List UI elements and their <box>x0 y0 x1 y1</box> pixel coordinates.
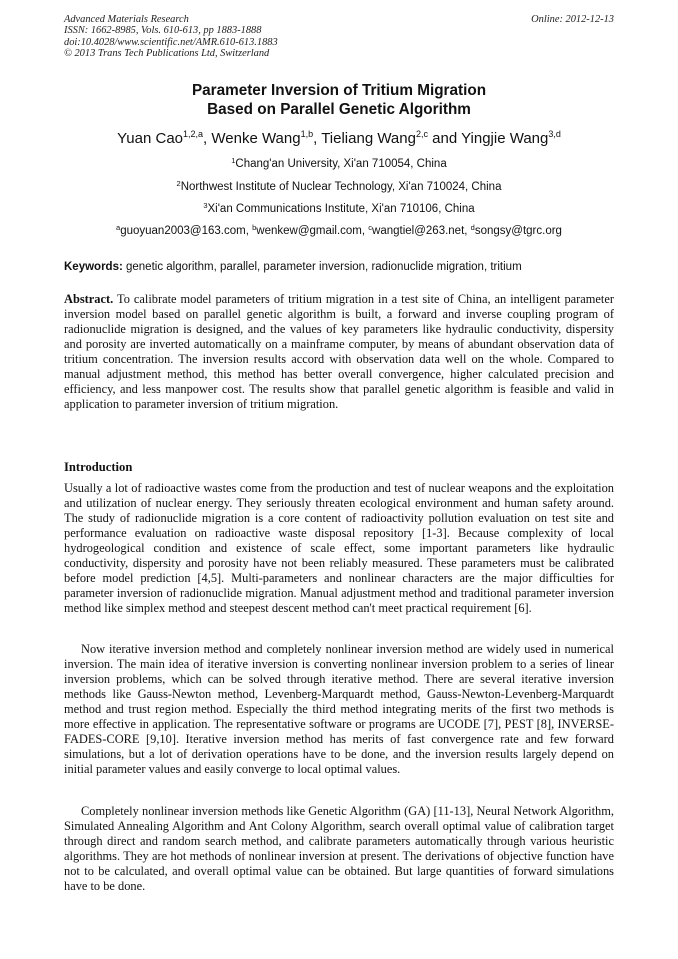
abstract-text: To calibrate model parameters of tritium migration in a test site of China, an intelligent parameter inversion model based on parallel genetic algorithm is built, a forward and inverse coupling program of radionuclide migration is designed, and the values of key parameters like hydraulic conductivity, dispersity and porosity are inverted automatically on a mainframe computer, by means of abundant observation data of tritium concentration. The inversion results accord with observation data well on the whole. Compared to manual adjustment method, this method has better overall convergence, higher calculated precision and efficiency, and less manpower cost. The results show that parallel genetic algorithm is feasible and valid in application to parameter inversion of tritium migration. <box>64 292 614 412</box>
author-separator: and <box>427 130 462 147</box>
affiliation-superscript: 3 <box>203 201 208 210</box>
author-name: Yuan Cao <box>117 130 183 147</box>
journal-name: Advanced Materials Research <box>64 14 189 25</box>
online-date: Online: 2012-12-13 <box>531 14 614 25</box>
doi-line: doi:10.4028/www.scientific.net/AMR.610-613.1883 <box>64 36 278 48</box>
intro-paragraph-3: Completely nonlinear inversion methods like Genetic Algorithm (GA) [11-13], Neural Network Algorithm, Simulated Annealing Algorithm and Ant Colony Algorithm, search overall optimal value of calibration target through direct and random search method, and calibrate parameters automatically through various heuristic algorithms. They are hot methods of nonlinear inversion at present. The derivations of objective function have not to be calculated, and overall optimal value can be obtained. But large quantities of forward simulations have to be done. <box>64 804 614 894</box>
journal-header <box>64 14 424 60</box>
affiliation-superscript: 1 <box>231 156 236 165</box>
author-superscript: 3,d <box>548 129 561 139</box>
author-superscript: 1,2,a <box>183 129 204 139</box>
affiliation-2 <box>40 180 638 194</box>
affiliation-superscript: 2 <box>176 179 181 188</box>
abstract-label: Abstract. <box>64 292 114 306</box>
email-address: songsy@tgrc.org <box>474 225 562 237</box>
issn-line: ISSN: 1662-8985, Vols. 610-613, pp 1883-1888 <box>64 25 262 37</box>
email-address: guoyuan2003@163.com, <box>120 225 253 237</box>
email-address: wenkew@gmail.com, <box>256 225 369 237</box>
title-line-1: Parameter Inversion of Tritium Migration <box>191 82 487 99</box>
email-superscript: a <box>116 223 121 232</box>
title-line-2: Based on Parallel Genetic Algorithm <box>207 100 471 118</box>
email-list <box>40 224 638 238</box>
keywords-text: genetic algorithm, parallel, parameter inversion, radionuclide migration, tritium <box>122 261 522 273</box>
intro-paragraph-1: Usually a lot of radioactive wastes come from the production and test of nuclear weapons and the exploitation and utilization of nuclear energy. They seriously threaten ecological environment and human safety around. The study of radionuclide migration is a core content of radioactivity pollution evaluation on test site and performance evaluation on radioactive waste disposal repository [1-3]. Because complexity of local hydrogeological condition and existence of scale effect, some important parameters like hydraulic conductivity, dispersity and porosity have not been reliably measured. These parameters must be calibrated before model prediction [4,5]. Multi-parameters and nonlinear characters are the major difficulties for parameter inversion of radionuclide migration. Manual adjustment method and traditional parameter inversion method like simplex method and steepest descent method can't meet practical requirement [6]. <box>64 481 614 616</box>
keywords-label: Keywords: <box>64 261 123 273</box>
author-superscript: 2,c <box>415 129 428 139</box>
paper-title <box>64 82 614 119</box>
introduction-heading: Introduction <box>64 460 133 474</box>
author-name: Wenke Wang <box>211 130 301 147</box>
affiliation-3 <box>40 202 638 216</box>
email-superscript: d <box>470 223 475 232</box>
author-separator: , <box>203 130 212 147</box>
affiliation-text: Northwest Institute of Nuclear Technology, Xi'an 710024, China <box>180 181 502 193</box>
intro-paragraph-2: Now iterative inversion method and completely nonlinear inversion method are widely used in numerical inversion. The main idea of iterative inversion is converting nonlinear inversion problem to a series of linear inversion problems, which can be solved through iterative method. There are several iterative inversion methods like Gauss-Newton method, Levenberg-Marquardt method, Gauss-Newton-Levenberg-Marquardt method and trust region method. Especially the third method integrating merits of the first two methods is more effective in application. The representative software or programs are UCODE [7], PEST [8], INVERSE-FADES-CORE [9,10]. Iterative inversion method has merits of fast convergence rate and few forward simulations, but a lot of derivation operations have to be done, and the inversion results largely depend on initial parameter values and easily converge to local optimal values. <box>64 642 614 777</box>
email-superscript: b <box>252 223 257 232</box>
affiliation-1 <box>40 157 638 171</box>
author-list <box>40 129 638 149</box>
email-superscript: c <box>368 223 373 232</box>
author-name: Yingjie Wang <box>461 130 549 147</box>
email-address: wangtiel@263.net, <box>372 225 471 237</box>
affiliation-text: Chang'an University, Xi'an 710054, China <box>235 158 447 170</box>
author-superscript: 1,b <box>300 129 314 139</box>
keywords <box>64 260 614 274</box>
author-name: Tieliang Wang <box>321 130 416 147</box>
author-separator: , <box>313 130 322 147</box>
abstract-paragraph <box>64 292 614 412</box>
affiliation-text: Xi'an Communications Institute, Xi'an 710106, China <box>207 203 475 215</box>
copyright-line: © 2013 Trans Tech Publications Ltd, Switzerland <box>64 48 270 60</box>
